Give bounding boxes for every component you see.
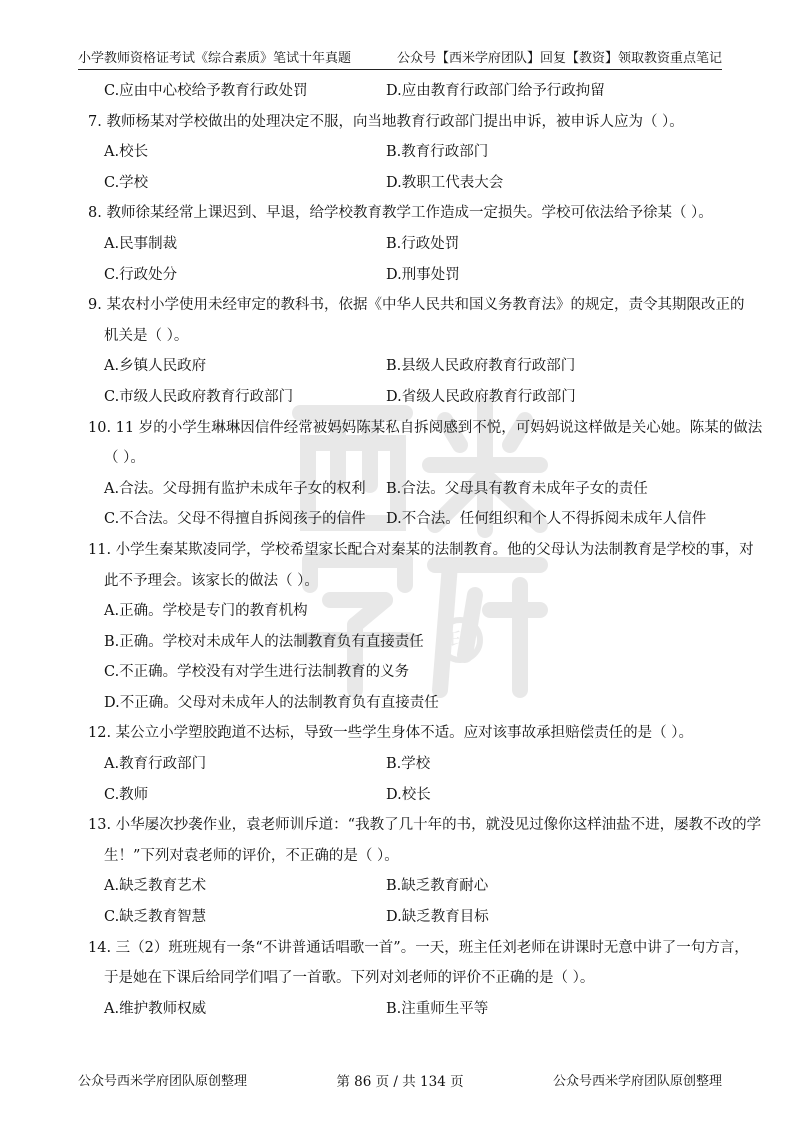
page-number: 第 86 页 / 共 134 页 (336, 1074, 464, 1090)
q11-option-b: B.正确。学校对未成年人的法制教育负有直接责任 (104, 633, 424, 650)
q9-option-c: C.市级人民政府教育行政部门 (104, 388, 294, 405)
page-footer (78, 1070, 722, 1090)
q11-option-a: A.正确。学校是专门的教育机构 (104, 603, 308, 620)
page-header (78, 44, 722, 70)
q10-option-a: A.合法。父母拥有监护未成年子女的权利 (104, 480, 366, 497)
q8-option-b: B.行政处罚 (386, 235, 460, 252)
q14-options-ab (88, 994, 722, 1025)
q12-option-c: C.教师 (104, 786, 149, 803)
q12-option-d: D.校长 (386, 786, 431, 803)
q12-options-cd (88, 780, 722, 811)
q11-option-d: D.不正确。父母对未成年人的法制教育负有直接责任 (104, 694, 439, 711)
q13-options-cd (88, 902, 722, 933)
q13-stem-line1: 13. 小华屡次抄袭作业，袁老师训斥道：“我教了几十年的书，就没见过像你这样油盐不进，屡教不改的学 (88, 817, 762, 834)
q10-stem-line2: （ ）。 (104, 450, 145, 467)
q9-option-a: A.乡镇人民政府 (104, 358, 207, 375)
watermark-seal-text: 印 (450, 628, 470, 652)
q12-stem: 12. 某公立小学塑胶跑道不达标，导致一些学生身体不适。应对该事故承担赔偿责任的是（ ）。 (88, 725, 694, 742)
q13-stem-line2: 生！”下列对袁老师的评价，不正确的是（ ）。 (104, 847, 399, 864)
q10-option-b: B.合法。父母具有教育未成年子女的责任 (386, 480, 648, 497)
q8-options-ab (88, 229, 722, 260)
q13-options-ab (88, 871, 722, 902)
q12-option-b: B.学校 (386, 756, 431, 773)
footer-left-credit: 公众号西米学府团队原创整理 (78, 1074, 248, 1089)
q6-option-c: C.应由中心校给予教育行政处罚 (104, 83, 308, 99)
exam-content (88, 76, 763, 1024)
q6-option-d: D.应由教育行政部门给予行政拘留 (386, 83, 605, 99)
q12-options-ab (88, 749, 722, 780)
q10-option-d: D.不合法。任何组织和个人不得拆阅未成年人信件 (386, 511, 707, 528)
q11-stem-line2: 此不予理会。该家长的做法（ ）。 (104, 572, 319, 589)
q7-options-ab (88, 137, 722, 168)
q7-option-d: D.教职工代表大会 (386, 174, 504, 191)
header-right-note: 公众号【西米学府团队】回复【教资】领取教资重点笔记 (396, 51, 722, 66)
q6-options-cd (88, 76, 722, 107)
q14-stem-line2: 于是她在下课后给同学们唱了一首歌。下列对刘老师的评价不正确的是（ ）。 (104, 970, 595, 987)
q7-option-b: B.教育行政部门 (386, 144, 489, 161)
q8-option-d: D.刑事处罚 (386, 266, 460, 283)
q8-option-a: A.民事制裁 (104, 235, 178, 252)
q13-option-c: C.缺乏教育智慧 (104, 909, 207, 926)
footer-right-credit: 公众号西米学府团队原创整理 (552, 1074, 722, 1089)
q9-option-d: D.省级人民政府教育行政部门 (386, 388, 576, 405)
q9-options-cd (88, 382, 722, 413)
header-left-title: 小学教师资格证考试《综合素质》笔试十年真题 (78, 51, 352, 66)
q11-stem-line1: 11. 小学生秦某欺凌同学，学校希望家长配合对秦某的法制教育。他的父母认为法制教育是学校的事，对 (88, 541, 754, 558)
q9-stem-line2: 机关是（ ）。 (104, 327, 189, 344)
q7-stem: 7. 教师杨某对学校做出的处理决定不服，向当地教育行政部门提出申诉，被申诉人应为（ ）。 (88, 113, 684, 130)
q14-option-b: B.注重师生平等 (386, 1000, 489, 1017)
q10-stem-line1: 10. 11 岁的小学生琳琳因信件经常被妈妈陈某私自拆阅感到不悦，可妈妈说这样做是关心她。陈某的做法 (88, 419, 763, 436)
q9-options-ab (88, 351, 722, 382)
q12-option-a: A.教育行政部门 (104, 756, 207, 773)
q7-option-a: A.校长 (104, 144, 149, 161)
q10-options-cd (88, 504, 722, 535)
q8-options-cd (88, 260, 722, 291)
q14-stem-line1: 14. 三（2）班班规有一条“不讲普通话唱歌一首”。一天，班主任刘老师在讲课时无意中讲了一句方言， (88, 939, 749, 956)
q7-options-cd (88, 168, 722, 199)
q10-options-ab (88, 474, 722, 505)
q7-option-c: C.学校 (104, 174, 149, 191)
q10-option-c: C.不合法。父母不得擅自拆阅孩子的信件 (104, 511, 366, 528)
q13-option-a: A.缺乏教育艺术 (104, 878, 207, 895)
q8-stem: 8. 教师徐某经常上课迟到、早退，给学校教育教学工作造成一定损失。学校可依法给予徐某（ ）。 (88, 205, 713, 222)
q8-option-c: C.行政处分 (104, 266, 178, 283)
q13-option-d: D.缺乏教育目标 (386, 909, 489, 926)
q9-stem-line1: 9. 某农村小学使用未经审定的教科书，依据《中华人民共和国义务教育法》的规定，责令其期限改正的 (88, 297, 745, 314)
q13-option-b: B.缺乏教育耐心 (386, 878, 489, 895)
q14-option-a: A.维护教师权威 (104, 1000, 207, 1017)
q11-option-c: C.不正确。学校没有对学生进行法制教育的义务 (104, 664, 410, 681)
q9-option-b: B.县级人民政府教育行政部门 (386, 358, 576, 375)
